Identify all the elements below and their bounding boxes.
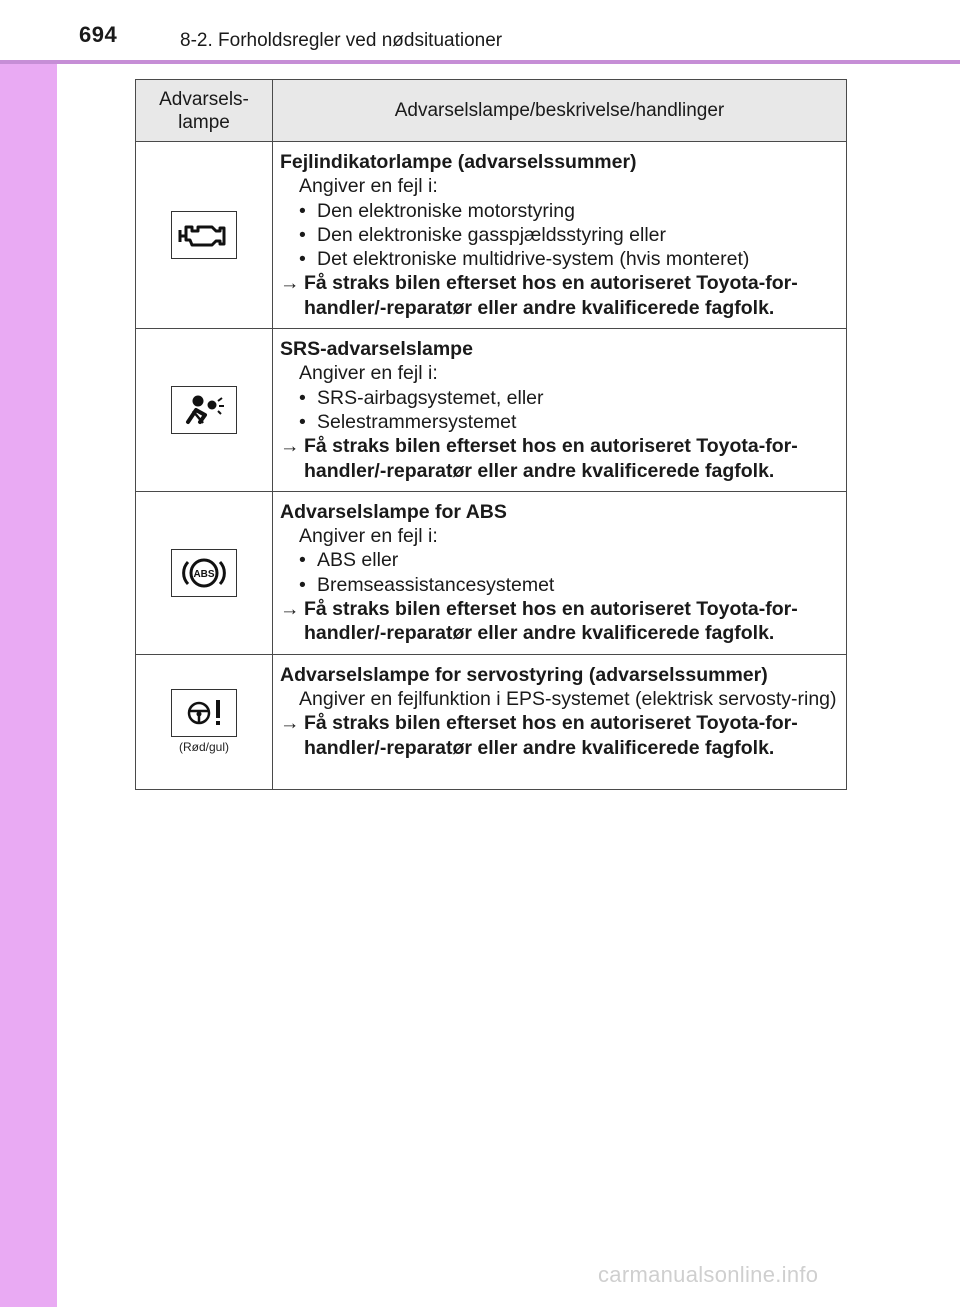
lamp-intro: Angiver en fejl i: [299, 525, 438, 548]
icon-caption: (Rød/gul) [178, 740, 229, 755]
list-item: • Bremseassistancesystemet [299, 573, 555, 596]
page-number: 694 [79, 22, 118, 47]
table-row [136, 654, 847, 789]
table-row [136, 329, 847, 492]
side-color-bar [0, 0, 57, 1307]
lamp-intro: Angiver en fejl i: [299, 175, 438, 198]
lamp-title: Advarselslampe for servostyring (advarselssummer) [280, 663, 768, 686]
header-divider [0, 60, 960, 64]
description-cell [273, 491, 847, 654]
icon-cell [136, 654, 273, 789]
list-item: • Selestrammersystemet [299, 410, 517, 433]
icon-cell [136, 142, 273, 329]
col-header-description: Advarselslampe/beskrivelse/handlinger [273, 80, 847, 142]
action-text: → Få straks bilen efterset hos en autoriseret Toyota-for-handler/-reparatør eller andre kvalificerede fagfolk. [280, 272, 798, 319]
check-engine-icon [171, 211, 237, 259]
list-item: • ABS eller [299, 549, 399, 572]
lamp-title: Advarselslampe for ABS [280, 500, 507, 523]
action-text: → Få straks bilen efterset hos en autoriseret Toyota-for-handler/-reparatør eller andre kvalificerede fagfolk. [280, 598, 798, 645]
list-item: • Den elektroniske motorstyring [299, 199, 575, 222]
lamp-intro: Angiver en fejl i: [299, 362, 438, 385]
icon-cell [136, 491, 273, 654]
description-cell [273, 654, 847, 789]
abs-icon [171, 549, 237, 597]
icon-cell [136, 329, 273, 492]
table-header-row [136, 80, 847, 142]
list-item: • SRS-airbagsystemet, eller [299, 386, 544, 409]
table-row [136, 491, 847, 654]
table-row [136, 142, 847, 329]
description-cell [273, 329, 847, 492]
arrow-icon: → [280, 598, 300, 621]
action-text: → Få straks bilen efterset hos en autoriseret Toyota-for-handler/-reparatør eller andre kvalificerede fagfolk. [280, 435, 798, 482]
col-header-lamp: Advarsels- lampe [136, 80, 273, 142]
arrow-icon: → [280, 435, 300, 458]
list-item: • Det elektroniske multidrive-system (hvis monteret) [299, 248, 750, 271]
srs-airbag-icon [171, 386, 237, 434]
action-text: → Få straks bilen efterset hos en autoriseret Toyota-for-handler/-reparatør eller andre kvalificerede fagfolk. [280, 712, 798, 759]
page-header [0, 0, 960, 60]
watermark: carmanualsonline.info [598, 1262, 819, 1287]
svg-text:ABS: ABS [193, 568, 215, 580]
section-title: 8-2. Forholdsregler ved nødsituationer [180, 30, 503, 51]
description-cell [273, 142, 847, 329]
arrow-icon: → [280, 712, 300, 735]
list-item: • Den elektroniske gasspjældsstyring eller [299, 223, 666, 246]
lamp-title: Fejlindikatorlampe (advarselssummer) [280, 151, 637, 173]
arrow-icon: → [280, 272, 300, 295]
power-steering-icon [171, 689, 237, 737]
lamp-intro: Angiver en fejlfunktion i EPS-systemet (elektrisk servosty-ring) [299, 687, 837, 710]
lamp-title: SRS-advarselslampe [280, 338, 473, 361]
warning-lamp-table [135, 79, 847, 790]
